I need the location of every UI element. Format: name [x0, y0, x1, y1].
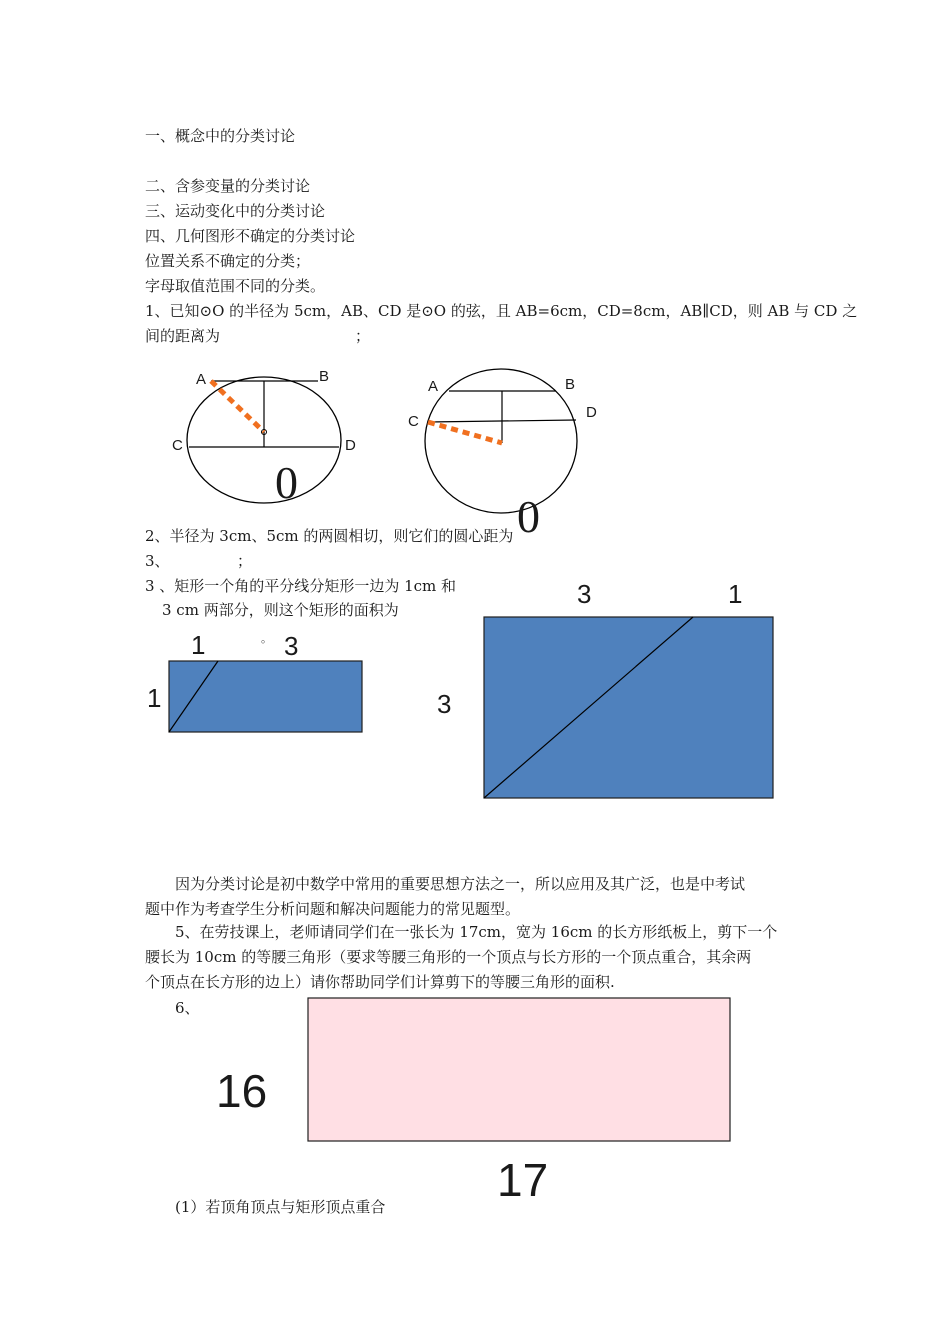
paragraph-line-2: 题中作为考查学生分析问题和解决问题能力的常见题型。 — [145, 900, 521, 918]
heading-motion: 三、运动变化中的分类讨论 — [145, 202, 326, 220]
question-2-line-2-start: 3、 — [145, 552, 170, 570]
small-rect-left-label: 1 — [147, 683, 162, 713]
circle-2-label-d: D — [586, 404, 597, 421]
question-1-blank-end: ； — [355, 327, 371, 345]
circle-2-label-b: B — [565, 376, 576, 393]
question-3-line-1: 3 、矩形一个角的平分线分矩形一边为 1cm 和 — [145, 577, 457, 595]
circle-2-label-c: C — [408, 413, 419, 430]
circle-1-label-d: D — [345, 437, 356, 454]
question-3-line-2: 3 cm 两部分，则这个矩形的面积为 — [162, 601, 399, 619]
circle-1-label-c: C — [172, 437, 183, 454]
heading-parameter: 二、含参变量的分类讨论 — [145, 177, 311, 195]
question-5-line-2: 腰长为 10cm 的等腰三角形（要求等腰三角形的一个顶点与长方形的一个顶点重合，其余两 — [145, 948, 752, 966]
sub-question-1: (1）若顶角顶点与矩形顶点重合 — [175, 1198, 386, 1216]
subheading-position: 位置关系不确定的分类； — [145, 252, 311, 270]
question-1-line-1: 1、已知⊙O 的半径为 5cm，AB、CD 是⊙O 的弦，且 AB=6cm，CD=8cm，AB∥CD，则 AB 与 CD 之 — [145, 302, 858, 320]
question-6-label: 6、 — [175, 999, 200, 1017]
circle-1-label-a: A — [196, 371, 207, 388]
circle-1-label-o: 0 — [275, 457, 298, 508]
question-2-line-2-end: ； — [237, 552, 253, 570]
question-3-dot: 。 — [261, 632, 272, 645]
pink-rect-width-label: 17 — [497, 1154, 549, 1206]
small-rect-top-left-label: 1 — [191, 630, 206, 660]
circle-1-label-b: B — [319, 368, 330, 385]
question-2-line-1: 2、半径为 3cm、5cm 的两圆相切，则它们的圆心距为 — [145, 527, 514, 545]
question-5-line-3: 个顶点在长方形的边上）请你帮助同学们计算剪下的等腰三角形的面积. — [145, 973, 615, 991]
pink-rectangle — [308, 998, 730, 1141]
circle-2-label-o: 0 — [517, 491, 540, 542]
paragraph-line-1: 因为分类讨论是初中数学中常用的重要思想方法之一，所以应用及其广泛，也是中考试 — [175, 875, 746, 893]
large-rect-left-label: 3 — [437, 689, 452, 719]
large-rect-top-left-label: 3 — [577, 579, 592, 609]
heading-geometry: 四、几何图形不确定的分类讨论 — [145, 227, 356, 245]
question-1-line-2: 间的距离为 — [145, 327, 221, 345]
circle-2-label-a: A — [428, 378, 439, 395]
small-rect-top-right-label: 3 — [284, 631, 299, 661]
pink-rect-height-label: 16 — [216, 1065, 268, 1117]
question-5-line-1: 5、在劳技课上，老师请同学们在一张长为 17cm，宽为 16cm 的长方形纸板上，剪下一个 — [175, 923, 778, 941]
heading-concept: 一、概念中的分类讨论 — [145, 127, 296, 145]
subheading-letter-range: 字母取值范围不同的分类。 — [145, 277, 326, 295]
large-rect-top-right-label: 1 — [728, 579, 743, 609]
